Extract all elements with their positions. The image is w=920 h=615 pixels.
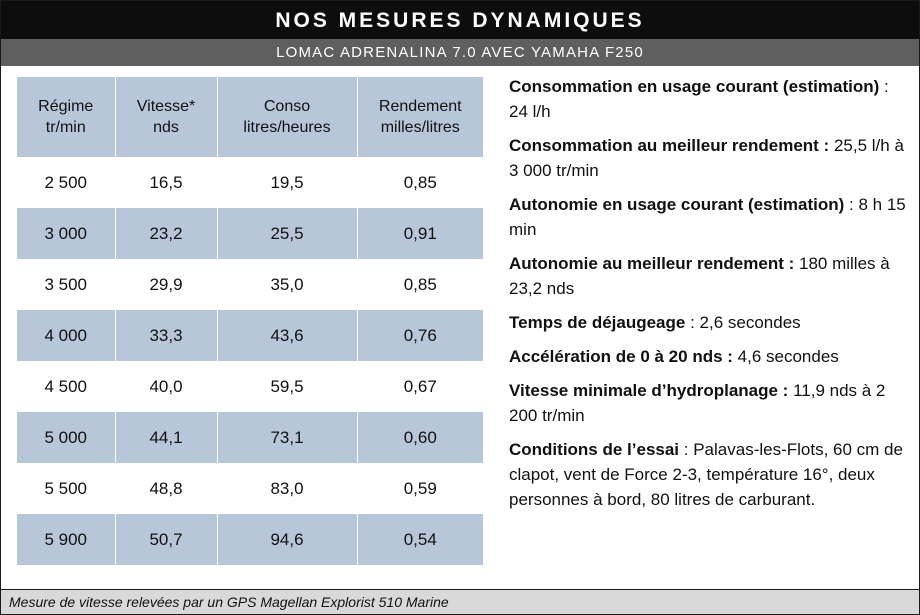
spec-separator: :: [844, 195, 859, 214]
table-cell: 83,0: [217, 463, 357, 514]
spec-item: [509, 192, 907, 242]
table-cell: 94,6: [217, 514, 357, 565]
header-line: Conso: [263, 98, 311, 115]
table-cell: 0,60: [357, 412, 483, 463]
header-line: nds: [153, 119, 179, 136]
table-cell: 0,59: [357, 463, 483, 514]
header-rendement: [357, 77, 483, 157]
spec-item: [509, 344, 907, 369]
table-cell: 40,0: [115, 361, 217, 412]
page-subtitle: LOMAC ADRENALINA 7.0 AVEC YAMAHA F250: [1, 39, 919, 66]
spec-value: 180 milles à 23,2 nds: [509, 254, 890, 298]
table-cell: 43,6: [217, 310, 357, 361]
table-cell: 16,5: [115, 157, 217, 208]
table-cell: 0,54: [357, 514, 483, 565]
table-cell: 4 000: [17, 310, 115, 361]
table-row: [17, 259, 483, 310]
table-cell: 48,8: [115, 463, 217, 514]
header-line: milles/litres: [380, 119, 460, 136]
table-row: [17, 208, 483, 259]
spec-label: Vitesse minimale d’hydroplanage :: [509, 381, 789, 400]
table-cell: 29,9: [115, 259, 217, 310]
header-vitesse: [115, 77, 217, 157]
spec-item: [509, 251, 907, 301]
table-cell: 5 000: [17, 412, 115, 463]
table-cell: 3 000: [17, 208, 115, 259]
table-cell: 33,3: [115, 310, 217, 361]
spec-value: 2,6 secondes: [699, 313, 801, 332]
spec-item: [509, 133, 907, 183]
table-cell: 19,5: [217, 157, 357, 208]
spec-value: 4,6 secondes: [737, 347, 839, 366]
spec-item: [509, 378, 907, 428]
spec-label: Accélération de 0 à 20 nds :: [509, 347, 733, 366]
header-line: Vitesse*: [136, 98, 196, 115]
table-row: [17, 412, 483, 463]
spec-item: [509, 74, 907, 124]
table-row: [17, 463, 483, 514]
spec-separator: :: [879, 77, 889, 96]
specs-panel: [509, 74, 907, 521]
page-title: NOS MESURES DYNAMIQUES: [1, 1, 919, 39]
spec-value: 11,9 nds à 2 200 tr/min: [509, 381, 886, 425]
table-cell: 23,2: [115, 208, 217, 259]
spec-value: Palavas-les-Flots, 60 cm de clapot, vent de Force 2-3, température 16°, deux personnes à bord, 80 litres de carburant.: [509, 440, 903, 509]
spec-separator: :: [679, 440, 694, 459]
spec-label: Conditions de l’essai: [509, 440, 680, 459]
table-row: [17, 157, 483, 208]
table-cell: 0,85: [357, 157, 483, 208]
spec-value: 25,5 l/h à 3 000 tr/min: [509, 136, 904, 180]
spec-label: Autonomie en usage courant (estimation): [509, 195, 845, 214]
table-cell: 25,5: [217, 208, 357, 259]
header-line: tr/min: [45, 119, 86, 136]
header-conso: [217, 77, 357, 157]
table-cell: 5 500: [17, 463, 115, 514]
table-cell: 3 500: [17, 259, 115, 310]
table-cell: 2 500: [17, 157, 115, 208]
table-row: [17, 514, 483, 565]
header-regime: [17, 77, 115, 157]
table-cell: 73,1: [217, 412, 357, 463]
table-cell: 44,1: [115, 412, 217, 463]
spec-label: Consommation au meilleur rendement :: [509, 136, 830, 155]
measures-table: [17, 77, 483, 565]
table-cell: 5 900: [17, 514, 115, 565]
measures-table-container: [17, 77, 483, 565]
header-line: Rendement: [378, 98, 462, 115]
spec-separator: :: [685, 313, 700, 332]
table-row: [17, 361, 483, 412]
footnote: Mesure de vitesse relevées par un GPS Magellan Explorist 510 Marine: [1, 589, 919, 614]
spec-value: 8 h 15 min: [509, 195, 906, 239]
spec-item: [509, 310, 907, 335]
spec-value: 24 l/h: [509, 102, 551, 121]
table-header-row: [17, 77, 483, 157]
spec-label: Temps de déjaugeage: [509, 313, 686, 332]
table-cell: 35,0: [217, 259, 357, 310]
table-cell: 0,76: [357, 310, 483, 361]
spec-item: [509, 437, 907, 512]
header-line: litres/heures: [243, 119, 331, 136]
table-cell: 59,5: [217, 361, 357, 412]
table-row: [17, 310, 483, 361]
table-cell: 0,67: [357, 361, 483, 412]
table-cell: 50,7: [115, 514, 217, 565]
table-cell: 4 500: [17, 361, 115, 412]
table-cell: 0,91: [357, 208, 483, 259]
spec-label: Consommation en usage courant (estimation): [509, 77, 880, 96]
table-cell: 0,85: [357, 259, 483, 310]
spec-label: Autonomie au meilleur rendement :: [509, 254, 795, 273]
header-line: Régime: [38, 98, 94, 115]
